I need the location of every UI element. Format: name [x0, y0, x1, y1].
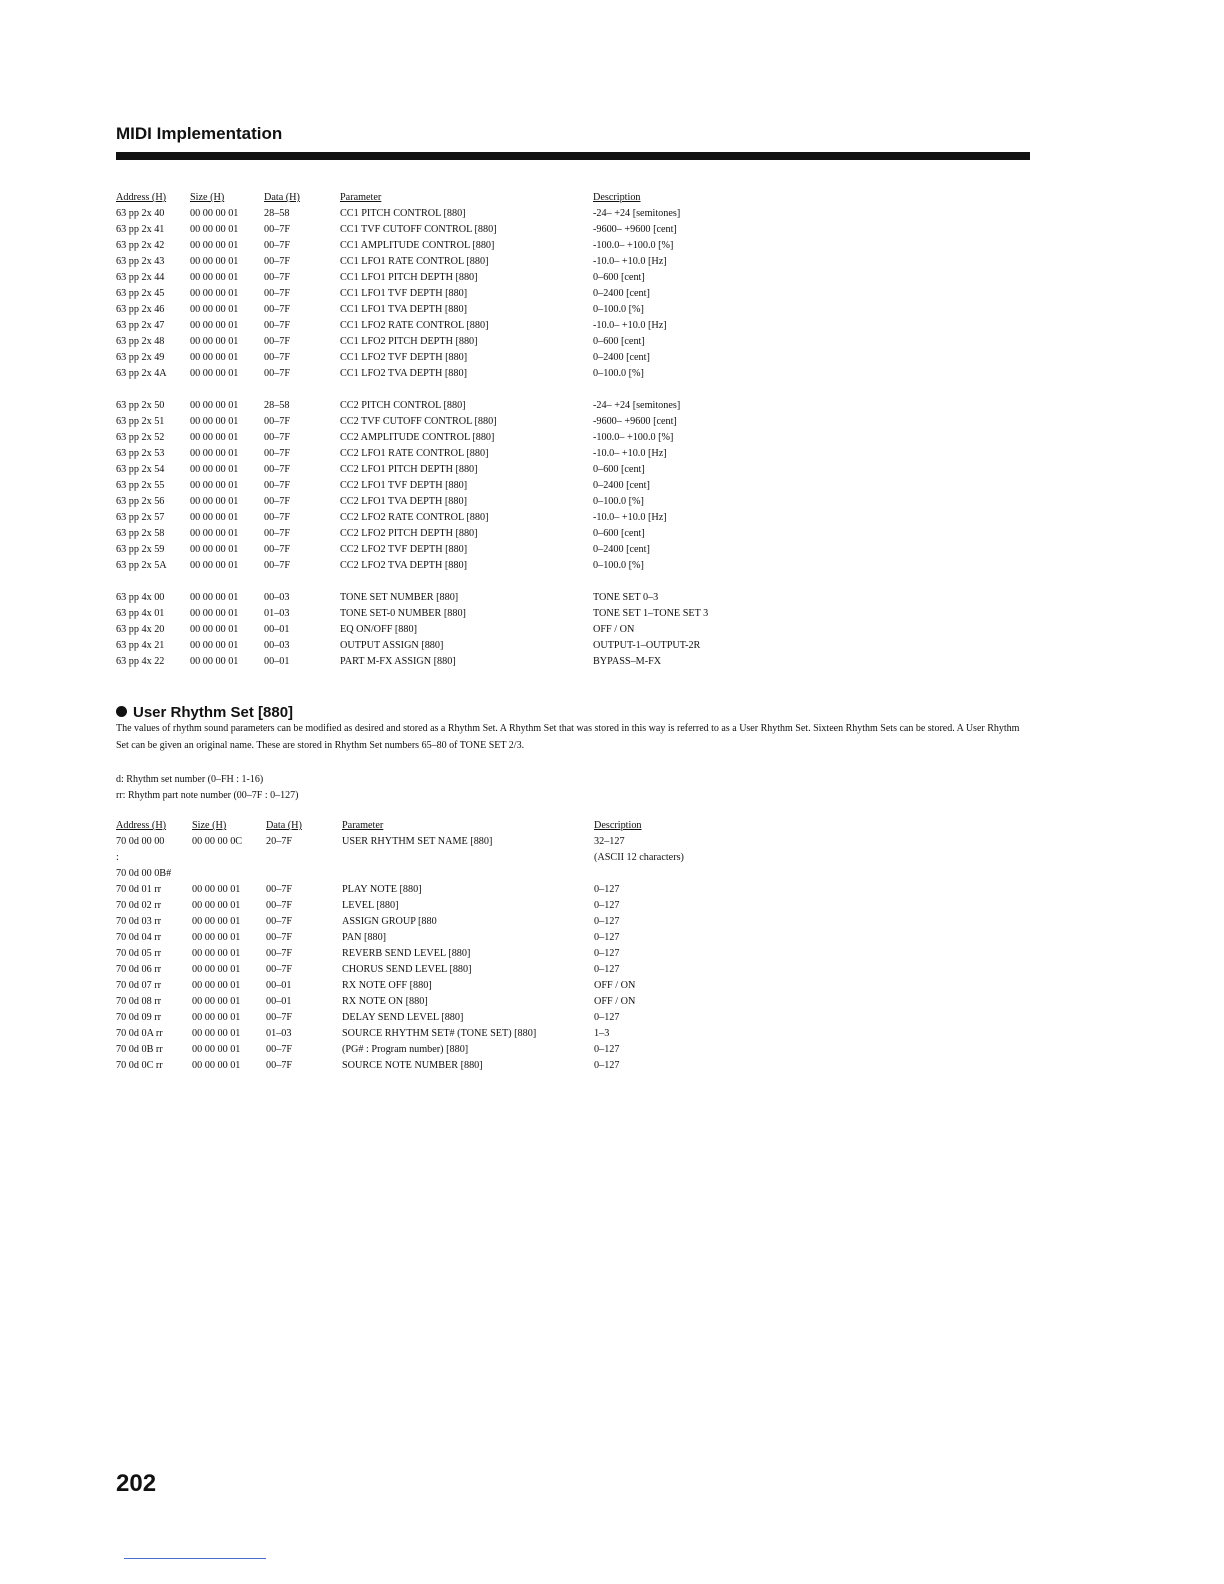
size-cell: 00 00 00 01	[190, 416, 239, 427]
parameter-cell: ASSIGN GROUP [880	[342, 916, 437, 927]
address-cell: 70 0d 00 00	[116, 836, 165, 847]
parameter-cell: CC2 PITCH CONTROL [880]	[340, 400, 466, 411]
data-cell: 00–01	[266, 996, 292, 1007]
description-cell: 0–127	[594, 948, 620, 959]
column-header: Address (H)	[116, 192, 167, 203]
data-cell: 00–7F	[264, 352, 291, 363]
size-cell: 00 00 00 01	[192, 1044, 241, 1055]
description-cell: 0–127	[594, 1044, 620, 1055]
note-line: rr: Rhythm part note number (00–7F : 0–127)	[116, 790, 299, 801]
data-cell: 28–58	[264, 208, 290, 219]
data-cell: 00–7F	[266, 1044, 293, 1055]
size-cell: 00 00 00 01	[192, 964, 241, 975]
size-cell: 00 00 00 01	[192, 1060, 241, 1071]
address-cell: 63 pp 4x 00	[116, 592, 165, 603]
description-cell: 0–127	[594, 1060, 620, 1071]
column-header: Parameter	[340, 192, 382, 203]
data-cell: 00–7F	[264, 528, 291, 539]
parameter-cell: CC1 LFO2 RATE CONTROL [880]	[340, 320, 489, 331]
description-cell: 1–3	[594, 1028, 610, 1039]
description-cell: 0–127	[594, 964, 620, 975]
parameter-cell: LEVEL [880]	[342, 900, 399, 911]
description-cell: 0–2400 [cent]	[593, 352, 650, 363]
data-cell: 00–7F	[266, 1012, 293, 1023]
parameter-cell: CC1 TVF CUTOFF CONTROL [880]	[340, 224, 497, 235]
parameter-cell: CC2 LFO2 TVA DEPTH [880]	[340, 560, 467, 571]
data-cell: 00–7F	[264, 544, 291, 555]
size-cell: 00 00 00 01	[190, 528, 239, 539]
parameter-cell: CC1 LFO1 TVA DEPTH [880]	[340, 304, 467, 315]
address-cell: 63 pp 2x 49	[116, 352, 165, 363]
description-cell: -9600– +9600 [cent]	[593, 416, 677, 427]
data-cell: 00–01	[266, 980, 292, 991]
data-cell: 00–7F	[264, 320, 291, 331]
address-cell: 63 pp 2x 40	[116, 208, 165, 219]
column-header: Data (H)	[266, 820, 302, 831]
size-cell: 00 00 00 01	[190, 304, 239, 315]
size-cell: 00 00 00 01	[190, 320, 239, 331]
address-cell: 63 pp 2x 59	[116, 544, 165, 555]
parameter-cell: EQ ON/OFF [880]	[340, 624, 417, 635]
size-cell: 00 00 00 01	[190, 624, 239, 635]
address-cell: 63 pp 2x 50	[116, 400, 165, 411]
size-cell: 00 00 00 01	[190, 368, 239, 379]
parameter-cell: SOURCE RHYTHM SET# (TONE SET) [880]	[342, 1028, 537, 1039]
parameter-cell: TONE SET-0 NUMBER [880]	[340, 608, 466, 619]
data-cell: 00–7F	[266, 900, 293, 911]
description-cell: TONE SET 1–TONE SET 3	[593, 608, 709, 619]
description-cell: 0–100.0 [%]	[593, 368, 644, 379]
description-cell: OFF / ON	[594, 996, 636, 1007]
address-cell: 70 0d 01 rr	[116, 884, 161, 895]
address-cell: 63 pp 4x 20	[116, 624, 165, 635]
size-cell: 00 00 00 01	[192, 1012, 241, 1023]
data-cell: 00–7F	[266, 932, 293, 943]
data-cell: 01–03	[266, 1028, 292, 1039]
parameter-cell: RX NOTE OFF [880]	[342, 980, 432, 991]
size-cell: 00 00 00 01	[192, 980, 241, 991]
size-cell: 00 00 00 01	[190, 240, 239, 251]
description-cell: -9600– +9600 [cent]	[593, 224, 677, 235]
size-cell: 00 00 00 01	[192, 932, 241, 943]
description-cell: TONE SET 0–3	[593, 592, 659, 603]
column-header: Address (H)	[116, 820, 167, 831]
parameter-cell: CC2 TVF CUTOFF CONTROL [880]	[340, 416, 497, 427]
address-cell: 63 pp 2x 53	[116, 448, 165, 459]
data-cell: 00–7F	[266, 948, 293, 959]
size-cell: 00 00 00 01	[192, 1028, 241, 1039]
address-cell: 63 pp 2x 42	[116, 240, 165, 251]
parameter-cell: CC1 LFO2 TVF DEPTH [880]	[340, 352, 468, 363]
address-cell: 70 0d 09 rr	[116, 1012, 161, 1023]
data-cell: 00–7F	[264, 272, 291, 283]
description-cell: -10.0– +10.0 [Hz]	[593, 512, 667, 523]
size-cell: 00 00 00 01	[190, 224, 239, 235]
size-cell: 00 00 00 01	[190, 560, 239, 571]
description-cell: 0–2400 [cent]	[593, 480, 650, 491]
address-cell: 63 pp 2x 48	[116, 336, 165, 347]
address-cell: 63 pp 2x 55	[116, 480, 165, 491]
size-cell: 00 00 00 01	[190, 608, 239, 619]
size-cell: 00 00 00 01	[192, 948, 241, 959]
description-cell: 0–127	[594, 916, 620, 927]
description-cell: BYPASS–M-FX	[593, 656, 662, 667]
data-cell: 00–7F	[264, 512, 291, 523]
parameter-cell: TONE SET NUMBER [880]	[340, 592, 459, 603]
size-cell: 00 00 00 01	[190, 336, 239, 347]
data-cell: 28–58	[264, 400, 290, 411]
description-cell: 0–600 [cent]	[593, 464, 645, 475]
size-cell: 00 00 00 01	[190, 400, 239, 411]
size-cell: 00 00 00 01	[190, 592, 239, 603]
description-cell: 32–127	[594, 836, 625, 847]
size-cell: 00 00 00 0C	[192, 836, 243, 847]
address-cell: 63 pp 4x 01	[116, 608, 165, 619]
address-cell: 63 pp 2x 51	[116, 416, 165, 427]
column-header: Parameter	[342, 820, 384, 831]
address-cell: 70 0d 0C rr	[116, 1060, 163, 1071]
size-cell: 00 00 00 01	[190, 208, 239, 219]
data-cell: 00–7F	[264, 368, 291, 379]
address-cell: 70 0d 04 rr	[116, 932, 161, 943]
parameter-cell: CC2 LFO2 RATE CONTROL [880]	[340, 512, 489, 523]
heading-rule	[116, 152, 1030, 160]
size-cell: 00 00 00 01	[190, 432, 239, 443]
description-cell: 0–2400 [cent]	[593, 544, 650, 555]
address-cell: 70 0d 03 rr	[116, 916, 161, 927]
parameter-cell: PLAY NOTE [880]	[342, 884, 422, 895]
address-cell: 70 0d 0A rr	[116, 1028, 163, 1039]
parameter-cell: CC1 PITCH CONTROL [880]	[340, 208, 466, 219]
parameter-cell: CC1 LFO1 PITCH DEPTH [880]	[340, 272, 478, 283]
description-cell: 0–127	[594, 932, 620, 943]
parameter-cell: PAN [880]	[342, 932, 387, 943]
description-cell: -100.0– +100.0 [%]	[593, 432, 674, 443]
parameter-cell: CC1 AMPLITUDE CONTROL [880]	[340, 240, 495, 251]
parameter-cell: RX NOTE ON [880]	[342, 996, 428, 1007]
description-cell: 0–600 [cent]	[593, 336, 645, 347]
address-cell: 63 pp 2x 54	[116, 464, 165, 475]
address-cell: 63 pp 4x 22	[116, 656, 165, 667]
parameter-cell: (PG# : Program number) [880]	[342, 1044, 469, 1055]
data-cell: 00–7F	[266, 964, 293, 975]
parameter-cell: CHORUS SEND LEVEL [880]	[342, 964, 472, 975]
size-cell: 00 00 00 01	[190, 272, 239, 283]
data-cell: 00–7F	[264, 496, 291, 507]
description-cell: OFF / ON	[594, 980, 636, 991]
parameter-cell: SOURCE NOTE NUMBER [880]	[342, 1060, 483, 1071]
description-cell: 0–100.0 [%]	[593, 496, 644, 507]
data-cell: 00–7F	[264, 560, 291, 571]
section-notes	[116, 772, 298, 804]
size-cell: 00 00 00 01	[190, 640, 239, 651]
data-cell: 00–7F	[264, 416, 291, 427]
description-cell: -100.0– +100.0 [%]	[593, 240, 674, 251]
parameter-cell: CC2 LFO2 TVF DEPTH [880]	[340, 544, 468, 555]
description-cell: 0–127	[594, 884, 620, 895]
data-cell: 00–7F	[264, 240, 291, 251]
address-cell: 63 pp 2x 58	[116, 528, 165, 539]
page-heading: MIDI Implementation	[116, 124, 283, 143]
address-cell: 70 0d 07 rr	[116, 980, 161, 991]
data-cell: 00–7F	[264, 464, 291, 475]
description-cell: -10.0– +10.0 [Hz]	[593, 448, 667, 459]
description-cell: -10.0– +10.0 [Hz]	[593, 320, 667, 331]
data-cell: 00–7F	[264, 224, 291, 235]
parameter-cell: CC1 LFO2 PITCH DEPTH [880]	[340, 336, 478, 347]
parameter-cell: CC1 LFO1 TVF DEPTH [880]	[340, 288, 468, 299]
address-cell: 63 pp 2x 45	[116, 288, 165, 299]
parameter-cell: CC2 AMPLITUDE CONTROL [880]	[340, 432, 495, 443]
data-cell: 00–7F	[264, 256, 291, 267]
description-cell: 0–127	[594, 1012, 620, 1023]
column-header: Size (H)	[190, 192, 225, 203]
size-cell: 00 00 00 01	[190, 512, 239, 523]
parameter-cell: DELAY SEND LEVEL [880]	[342, 1012, 464, 1023]
address-cell: 70 0d 05 rr	[116, 948, 161, 959]
parameter-cell: CC1 LFO1 RATE CONTROL [880]	[340, 256, 489, 267]
size-cell: 00 00 00 01	[190, 496, 239, 507]
size-cell: 00 00 00 01	[192, 900, 241, 911]
column-header: Data (H)	[264, 192, 300, 203]
page-number: 202	[116, 1470, 157, 1497]
data-cell: 00–7F	[264, 432, 291, 443]
section-title	[116, 704, 293, 721]
address-cell: 70 0d 06 rr	[116, 964, 161, 975]
size-cell: 00 00 00 01	[190, 544, 239, 555]
size-cell: 00 00 00 01	[190, 256, 239, 267]
parameter-cell: CC2 LFO1 TVF DEPTH [880]	[340, 480, 468, 491]
description-cell: 0–600 [cent]	[593, 272, 645, 283]
description-cell: 0–100.0 [%]	[593, 304, 644, 315]
data-cell: 00–03	[264, 592, 290, 603]
parameter-cell: CC2 LFO1 TVA DEPTH [880]	[340, 496, 467, 507]
size-cell: 00 00 00 01	[190, 464, 239, 475]
data-cell: 01–03	[264, 608, 290, 619]
size-cell: 00 00 00 01	[192, 996, 241, 1007]
data-cell: 00–7F	[266, 916, 293, 927]
data-cell: 00–01	[264, 624, 290, 635]
address-cell: 63 pp 2x 44	[116, 272, 165, 283]
description-cell: 0–127	[594, 900, 620, 911]
address-cell: 63 pp 2x 57	[116, 512, 165, 523]
footer-line	[124, 1558, 266, 1559]
note-line: d: Rhythm set number (0–FH : 1-16)	[116, 774, 264, 785]
description-cell: -10.0– +10.0 [Hz]	[593, 256, 667, 267]
address-cell: 63 pp 2x 56	[116, 496, 165, 507]
data-cell: 00–03	[264, 640, 290, 651]
address-cell: 70 0d 0B rr	[116, 1044, 163, 1055]
description-cell: 0–2400 [cent]	[593, 288, 650, 299]
parameter-cell: PART M-FX ASSIGN [880]	[340, 656, 456, 667]
data-cell: 00–7F	[264, 336, 291, 347]
section-intro: The values of rhythm sound parameters can be modified as desired and stored as a Rhythm Set. A Rhythm Set that was stored in this way is referred to as a User Rhythm Set. Sixteen Rhythm Sets can be stored. A User Rhythm Set can be given an original name. These are stored in Rhythm Set numbers 65–80 of TONE SET 2/3.	[116, 723, 1020, 751]
column-header: Description	[594, 820, 642, 831]
data-cell: 00–7F	[266, 1060, 293, 1071]
address-cell: 70 0d 08 rr	[116, 996, 161, 1007]
description-cell: OFF / ON	[593, 624, 635, 635]
address-cell: 63 pp 2x 4A	[116, 368, 167, 379]
parameter-cell: CC2 LFO1 RATE CONTROL [880]	[340, 448, 489, 459]
parameter-cell: USER RHYTHM SET NAME [880]	[342, 836, 493, 847]
parameter-cell: CC2 LFO1 PITCH DEPTH [880]	[340, 464, 478, 475]
size-cell: 00 00 00 01	[190, 352, 239, 363]
address-cell: 70 0d 02 rr	[116, 900, 161, 911]
data-cell: 00–7F	[264, 480, 291, 491]
data-cell: 20–7F	[266, 836, 293, 847]
parameter-cell: CC1 LFO2 TVA DEPTH [880]	[340, 368, 467, 379]
address-cell: 63 pp 2x 47	[116, 320, 165, 331]
address-cell: 63 pp 2x 46	[116, 304, 165, 315]
data-cell: 00–01	[264, 656, 290, 667]
address-cell: 63 pp 2x 43	[116, 256, 165, 267]
data-cell: 00–7F	[266, 884, 293, 895]
size-cell: 00 00 00 01	[192, 916, 241, 927]
description-cell: -24– +24 [semitones]	[593, 400, 681, 411]
column-header: Size (H)	[192, 820, 227, 831]
section-title-text: User Rhythm Set [880]	[133, 704, 294, 721]
address-cell: 63 pp 2x 41	[116, 224, 165, 235]
address-cell: 63 pp 4x 21	[116, 640, 165, 651]
address-cell: 70 0d 00 0B#	[116, 868, 172, 879]
data-cell: 00–7F	[264, 448, 291, 459]
address-cell: 63 pp 2x 5A	[116, 560, 167, 571]
description-cell: OUTPUT-1–OUTPUT-2R	[593, 640, 701, 651]
parameter-cell: CC2 LFO2 PITCH DEPTH [880]	[340, 528, 478, 539]
description-cell: -24– +24 [semitones]	[593, 208, 681, 219]
address-cell: :	[116, 852, 119, 863]
size-cell: 00 00 00 01	[190, 448, 239, 459]
description-cell: 0–100.0 [%]	[593, 560, 644, 571]
size-cell: 00 00 00 01	[190, 288, 239, 299]
address-cell: 63 pp 2x 52	[116, 432, 165, 443]
size-cell: 00 00 00 01	[190, 480, 239, 491]
parameter-cell: OUTPUT ASSIGN [880]	[340, 640, 444, 651]
data-cell: 00–7F	[264, 288, 291, 299]
description-cell: (ASCII 12 characters)	[594, 852, 684, 863]
size-cell: 00 00 00 01	[190, 656, 239, 667]
parameter-cell: REVERB SEND LEVEL [880]	[342, 948, 471, 959]
bullet-icon	[116, 706, 127, 717]
size-cell: 00 00 00 01	[192, 884, 241, 895]
data-cell: 00–7F	[264, 304, 291, 315]
column-header: Description	[593, 192, 641, 203]
description-cell: 0–600 [cent]	[593, 528, 645, 539]
